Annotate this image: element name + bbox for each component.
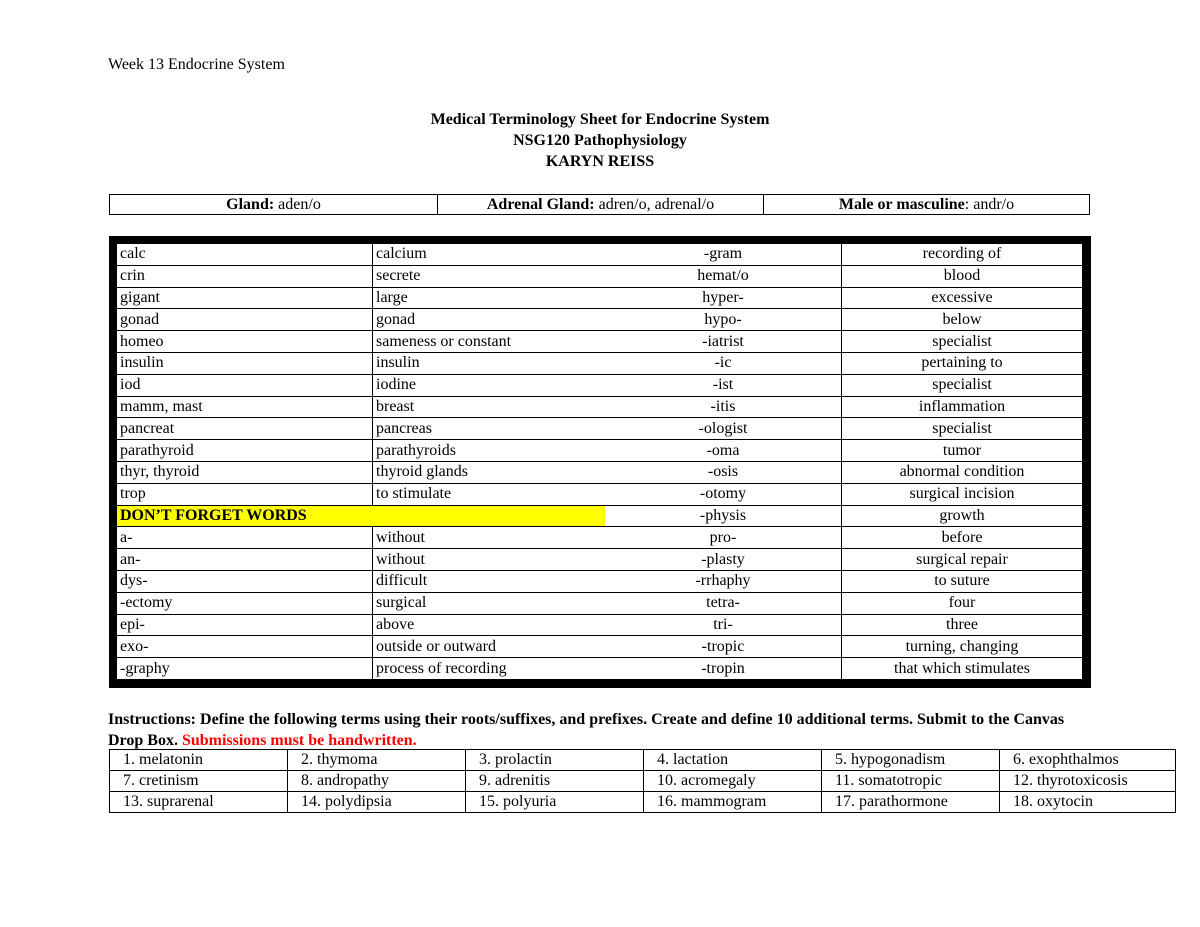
meaning-cell: pertaining to bbox=[842, 352, 1083, 374]
vocab-term-cell: 14. polydipsia bbox=[288, 792, 466, 813]
vocab-term-cell: 2. thymoma bbox=[288, 750, 466, 771]
term-cell: hemat/o bbox=[605, 265, 842, 287]
meaning-cell: four bbox=[842, 592, 1083, 614]
meaning-cell: process of recording bbox=[373, 658, 706, 679]
term-cell: gigant bbox=[117, 287, 373, 309]
meaning-cell: excessive bbox=[842, 287, 1083, 309]
term-cell: -rrhaphy bbox=[605, 570, 842, 592]
right-terminology-table bbox=[605, 244, 1082, 679]
meaning-cell: breast bbox=[373, 396, 706, 418]
term-cell: -ic bbox=[605, 352, 842, 374]
vocab-term-cell: 1. melatonin bbox=[110, 750, 288, 771]
table-row bbox=[605, 244, 1082, 265]
table-row bbox=[605, 265, 1082, 287]
adrenal-gland-value: adren/o, adrenal/o bbox=[594, 196, 715, 213]
term-cell: a- bbox=[117, 527, 373, 549]
male-label: Male or masculine bbox=[838, 196, 965, 213]
meaning-cell: pancreas bbox=[373, 418, 706, 440]
meaning-cell: sameness or constant bbox=[373, 331, 706, 353]
term-cell: homeo bbox=[117, 331, 373, 353]
instructions bbox=[108, 709, 1098, 751]
male-value: : andr/o bbox=[964, 196, 1015, 213]
vocab-term-cell: 16. mammogram bbox=[644, 792, 822, 813]
table-row bbox=[605, 549, 1082, 571]
term-cell: -ectomy bbox=[117, 592, 373, 614]
term-cell: calc bbox=[117, 244, 373, 265]
table-row bbox=[605, 614, 1082, 636]
vocab-term-cell: 5. hypogonadism bbox=[822, 750, 1000, 771]
meaning-cell: specialist bbox=[842, 374, 1083, 396]
meaning-cell: that which stimulates bbox=[842, 658, 1083, 679]
term-cell: hypo- bbox=[605, 309, 842, 331]
table-row bbox=[605, 570, 1082, 592]
meaning-cell: to suture bbox=[842, 570, 1083, 592]
vocab-term-cell: 9. adrenitis bbox=[466, 771, 644, 792]
term-cell: exo- bbox=[117, 636, 373, 658]
terminology-box bbox=[109, 236, 1091, 688]
term-cell: hyper- bbox=[605, 287, 842, 309]
vocab-term-cell: 10. acromegaly bbox=[644, 771, 822, 792]
meaning-cell: turning, changing bbox=[842, 636, 1083, 658]
term-cell: dys- bbox=[117, 570, 373, 592]
table-row bbox=[605, 374, 1082, 396]
term-cell: -gram bbox=[605, 244, 842, 265]
meaning-cell: insulin bbox=[373, 352, 706, 374]
vocab-term-cell: 7. cretinism bbox=[110, 771, 288, 792]
table-row bbox=[110, 792, 1176, 813]
meaning-cell: without bbox=[373, 527, 706, 549]
term-cell: -ologist bbox=[605, 418, 842, 440]
vocab-term-cell: 3. prolactin bbox=[466, 750, 644, 771]
table-row bbox=[605, 658, 1082, 679]
term-cell: -graphy bbox=[117, 658, 373, 679]
term-cell: -osis bbox=[605, 461, 842, 483]
meaning-cell: secrete bbox=[373, 265, 706, 287]
meaning-cell: surgical bbox=[373, 592, 706, 614]
meaning-cell: thyroid glands bbox=[373, 461, 706, 483]
table-row bbox=[605, 418, 1082, 440]
male-cell bbox=[764, 195, 1090, 215]
dont-forget-heading: DON’T FORGET WORDS bbox=[117, 505, 705, 527]
term-cell: -ist bbox=[605, 374, 842, 396]
meaning-cell: parathyroids bbox=[373, 440, 706, 462]
meaning-cell: surgical repair bbox=[842, 549, 1083, 571]
meaning-cell: calcium bbox=[376, 245, 427, 263]
course-name: NSG120 Pathophysiology bbox=[513, 132, 687, 149]
table-row bbox=[605, 309, 1082, 331]
table-row bbox=[110, 750, 1176, 771]
gland-cell bbox=[110, 195, 438, 215]
meaning-cell: recording of bbox=[922, 245, 1002, 263]
meaning-cell: before bbox=[842, 527, 1083, 549]
term-cell: -oma bbox=[605, 440, 842, 462]
term-cell: gonad bbox=[117, 309, 373, 331]
vocab-term-cell: 17. parathormone bbox=[822, 792, 1000, 813]
meaning-cell: specialist bbox=[842, 331, 1083, 353]
adrenal-gland-cell bbox=[438, 195, 764, 215]
term-cell: parathyroid bbox=[117, 440, 373, 462]
vocab-term-cell: 6. exophthalmos bbox=[1000, 750, 1176, 771]
term-cell: mamm, mast bbox=[117, 396, 373, 418]
table-row bbox=[605, 352, 1082, 374]
page-title: Medical Terminology Sheet for Endocrine System bbox=[430, 111, 770, 128]
vocab-term-cell: 12. thyrotoxicosis bbox=[1000, 771, 1176, 792]
instructions-warning: Submissions must be handwritten. bbox=[181, 732, 417, 749]
term-cell: -tropic bbox=[605, 636, 842, 658]
term-cell: -physis bbox=[605, 505, 842, 527]
term-cell: -otomy bbox=[605, 483, 842, 505]
term-cell: epi- bbox=[117, 614, 373, 636]
meaning-cell: above bbox=[373, 614, 706, 636]
term-cell: trop bbox=[117, 483, 373, 505]
gland-value: aden/o bbox=[274, 196, 321, 213]
table-row bbox=[605, 287, 1082, 309]
term-cell: -tropin bbox=[605, 658, 842, 679]
meaning-cell: outside or outward bbox=[373, 636, 706, 658]
student-name: KARYN REISS bbox=[545, 153, 655, 170]
vocab-term-cell: 8. andropathy bbox=[288, 771, 466, 792]
table-row bbox=[605, 331, 1082, 353]
vocab-term-cell: 4. lactation bbox=[644, 750, 822, 771]
meaning-cell: without bbox=[373, 549, 706, 571]
meaning-cell: abnormal condition bbox=[842, 461, 1083, 483]
week-label: Week 13 Endocrine System bbox=[108, 56, 285, 73]
meaning-cell: surgical incision bbox=[842, 483, 1083, 505]
term-cell: pancreat bbox=[117, 418, 373, 440]
term-cell: an- bbox=[117, 549, 373, 571]
table-row bbox=[605, 636, 1082, 658]
meaning-cell: difficult bbox=[373, 570, 706, 592]
table-row bbox=[605, 505, 1082, 527]
vocab-term-cell: 11. somatotropic bbox=[822, 771, 1000, 792]
table-row bbox=[605, 483, 1082, 505]
term-cell: thyr, thyroid bbox=[117, 461, 373, 483]
meaning-cell: inflammation bbox=[842, 396, 1083, 418]
instructions-text: Instructions: Define the following terms using their roots/suffixes, and prefixes. Create and define 10 additional terms. Submit to the Canvas Drop Box. bbox=[108, 711, 1065, 749]
term-cell: -plasty bbox=[605, 549, 842, 571]
term-cell: crin bbox=[117, 265, 373, 287]
adrenal-gland-label: Adrenal Gland: bbox=[486, 196, 595, 213]
vocab-table bbox=[109, 749, 1176, 813]
vocab-term-cell: 18. oxytocin bbox=[1000, 792, 1176, 813]
table-row bbox=[605, 396, 1082, 418]
gland-table bbox=[109, 194, 1090, 215]
meaning-cell: blood bbox=[842, 265, 1083, 287]
meaning-cell: specialist bbox=[842, 418, 1083, 440]
meaning-cell: gonad bbox=[373, 309, 706, 331]
table-row bbox=[605, 592, 1082, 614]
meaning-cell: tumor bbox=[842, 440, 1083, 462]
term-cell: iod bbox=[117, 374, 373, 396]
table-row bbox=[605, 461, 1082, 483]
term-cell: tri- bbox=[605, 614, 842, 636]
table-row bbox=[605, 527, 1082, 549]
meaning-cell: below bbox=[842, 309, 1083, 331]
vocab-term-cell: 15. polyuria bbox=[466, 792, 644, 813]
meaning-cell: large bbox=[373, 287, 706, 309]
term-cell: insulin bbox=[117, 352, 373, 374]
term-cell: pro- bbox=[605, 527, 842, 549]
gland-label: Gland: bbox=[226, 196, 275, 213]
meaning-cell: three bbox=[842, 614, 1083, 636]
table-row bbox=[605, 440, 1082, 462]
term-cell: tetra- bbox=[605, 592, 842, 614]
meaning-cell: iodine bbox=[373, 374, 706, 396]
term-cell: -iatrist bbox=[605, 331, 842, 353]
meaning-cell: to stimulate bbox=[373, 483, 706, 505]
table-row bbox=[110, 771, 1176, 792]
meaning-cell: growth bbox=[842, 505, 1083, 527]
vocab-term-cell: 13. suprarenal bbox=[110, 792, 288, 813]
term-cell: -itis bbox=[605, 396, 842, 418]
